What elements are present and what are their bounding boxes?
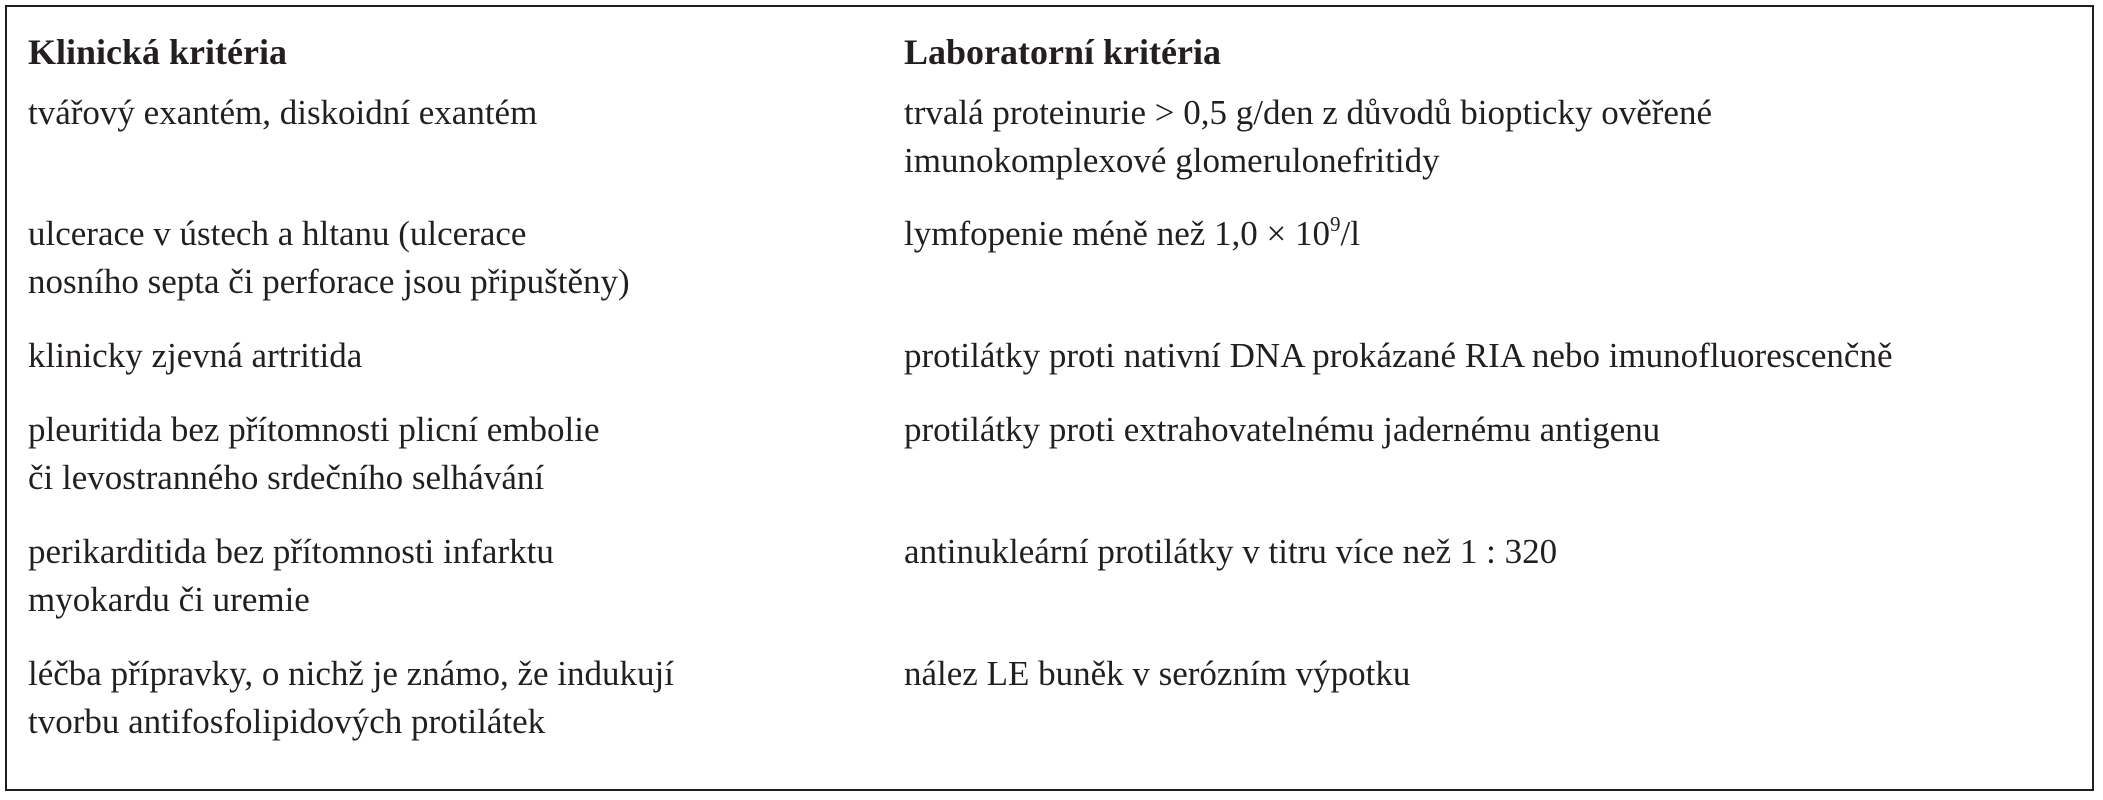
cell-text-line: nález LE buněk v serózním výpotku <box>904 654 1411 693</box>
laboratory-criterion-cell <box>904 528 2078 646</box>
cell-text-line: protilátky proti nativní DNA prokázané RIA nebo imunofluorescenčně <box>904 336 1893 375</box>
laboratory-criterion-cell <box>904 406 2078 524</box>
cell-text-line: imunokomplexové glomerulonefritidy <box>904 141 1440 180</box>
table-header-row <box>28 28 2078 85</box>
table-row <box>28 332 2078 402</box>
clinical-criterion-cell <box>28 406 904 524</box>
clinical-criterion-cell <box>28 89 904 206</box>
clinical-criterion-cell <box>28 528 904 646</box>
table-row <box>28 528 2078 646</box>
lymphopenia-text: lymfopenie méně než 1,0 × 10 <box>904 214 1330 253</box>
cell-text-line: léčba přípravky, o nichž je známo, že indukují <box>28 654 674 693</box>
laboratory-criterion-cell <box>904 210 2078 328</box>
cell-text-line: či levostranného srdečního selhávání <box>28 458 545 497</box>
unit-text: /l <box>1340 214 1360 253</box>
laboratory-criterion-cell <box>904 332 2078 402</box>
cell-text-line: protilátky proti extrahovatelnému jadernému antigenu <box>904 410 1661 449</box>
cell-text-line: myokardu či uremie <box>28 580 310 619</box>
table-row <box>28 89 2078 206</box>
header-laboratory-criteria: Laboratorní kritéria <box>904 32 1221 72</box>
clinical-criterion-cell <box>28 650 904 768</box>
cell-text-line: perikarditida bez přítomnosti infarktu <box>28 532 554 571</box>
header-clinical-criteria: Klinická kritéria <box>28 32 287 72</box>
criteria-table <box>28 28 2078 768</box>
table-row <box>28 406 2078 524</box>
table-row <box>28 650 2078 768</box>
laboratory-criterion-cell <box>904 89 2078 206</box>
cell-text-line: antinukleární protilátky v titru více než 1 : 320 <box>904 532 1558 571</box>
cell-text-line: pleuritida bez přítomnosti plicní embolie <box>28 410 600 449</box>
table-row <box>28 210 2078 328</box>
laboratory-criterion-cell <box>904 650 2078 768</box>
exponent: 9 <box>1330 212 1341 237</box>
cell-text-line <box>904 210 2078 258</box>
clinical-criterion-cell <box>28 332 904 402</box>
cell-text-line: klinicky zjevná artritida <box>28 336 363 375</box>
cell-text-line: tvářový exantém, diskoidní exantém <box>28 93 538 132</box>
clinical-criterion-cell <box>28 210 904 328</box>
cell-text-line: ulcerace v ústech a hltanu (ulcerace <box>28 214 527 253</box>
cell-text-line: nosního septa či perforace jsou připuštěny) <box>28 262 630 301</box>
cell-text-line: tvorbu antifosfolipidových protilátek <box>28 702 546 741</box>
cell-text-line: trvalá proteinurie > 0,5 g/den z důvodů biopticky ověřené <box>904 93 1712 132</box>
